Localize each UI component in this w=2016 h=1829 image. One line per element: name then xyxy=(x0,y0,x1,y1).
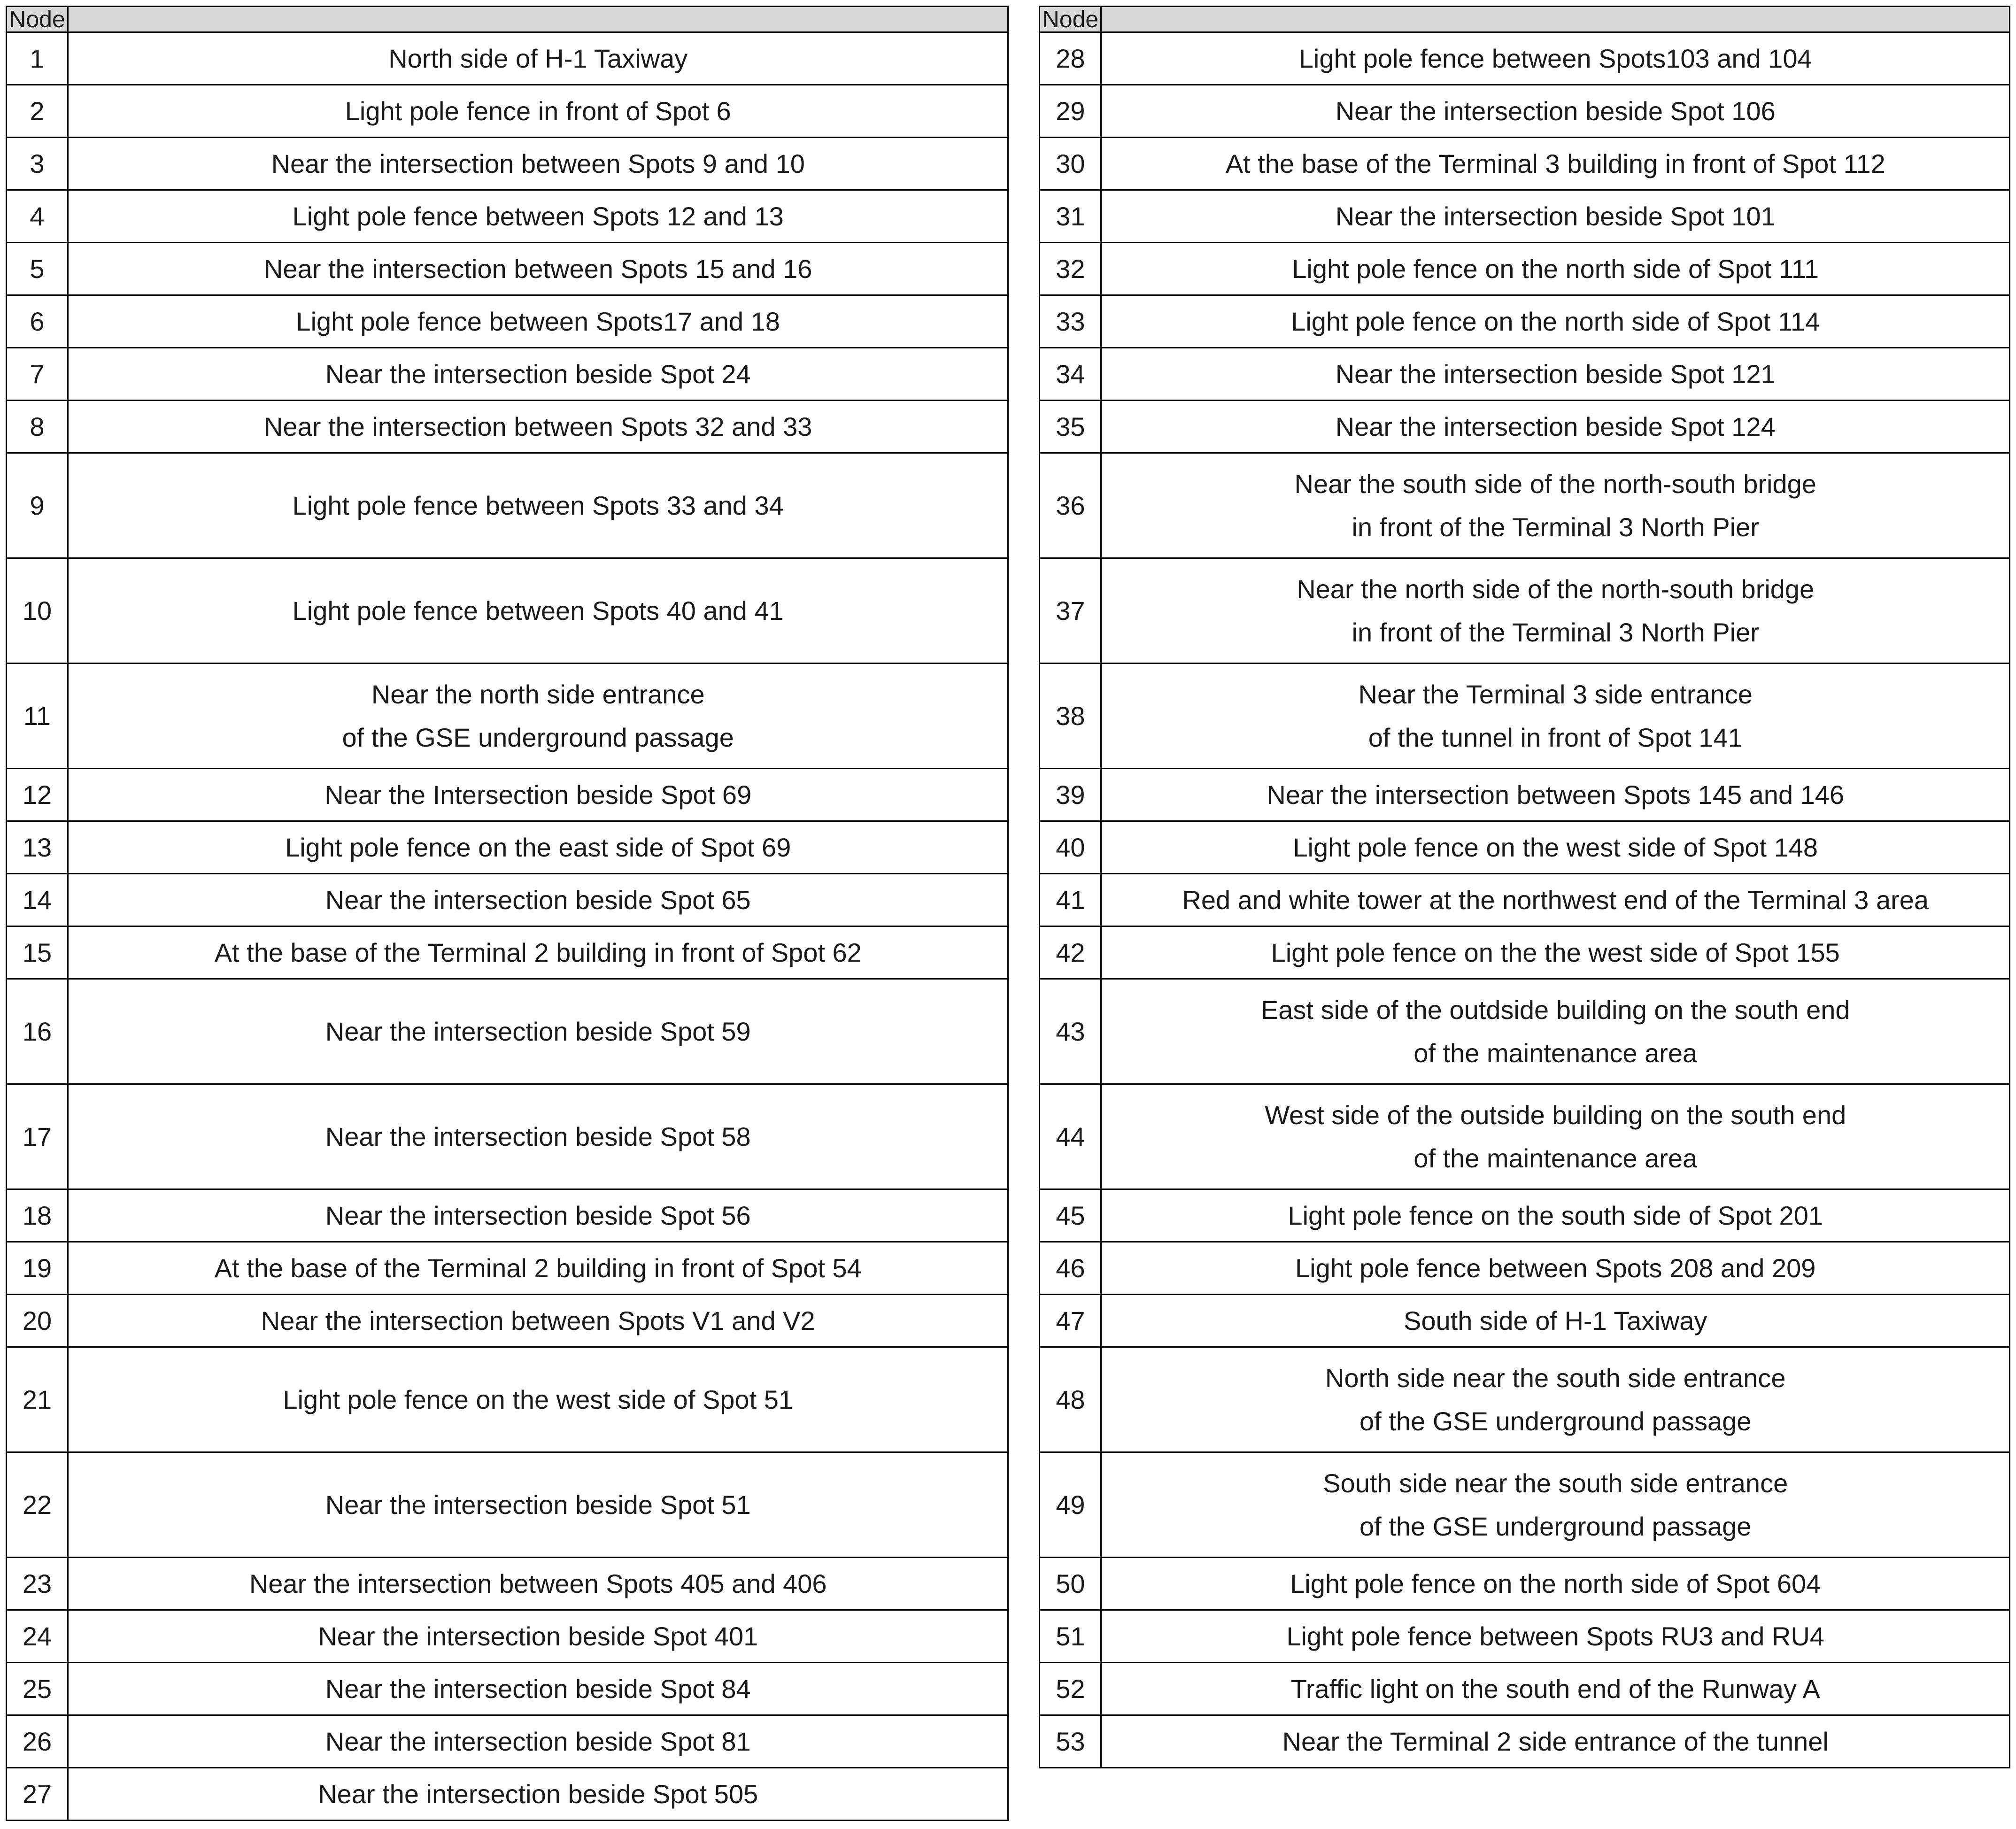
description-line: Near the intersection between Spots 145 and 146 xyxy=(1267,780,1845,810)
node-description xyxy=(1101,821,2010,874)
node-description xyxy=(68,874,1008,926)
description-line: Near the intersection between Spots V1 and V2 xyxy=(261,1306,815,1335)
description-line: Near the intersection beside Spot 51 xyxy=(325,1489,751,1520)
header-row xyxy=(7,7,1008,32)
table-row xyxy=(7,1295,1008,1347)
left-node-table xyxy=(6,6,1009,1821)
node-description xyxy=(1101,348,2010,401)
table-row xyxy=(7,401,1008,453)
table-row xyxy=(7,1347,1008,1452)
table-row xyxy=(1040,926,2010,979)
node-number: 25 xyxy=(7,1663,68,1715)
node-number: 33 xyxy=(1040,295,1101,348)
node-description xyxy=(1101,1663,2010,1715)
node-description xyxy=(1101,401,2010,453)
node-description xyxy=(68,1242,1008,1295)
node-number: 49 xyxy=(1040,1452,1101,1558)
description-line: of the maintenance area xyxy=(1414,1038,1698,1068)
description-line: Light pole fence between Spots 12 and 13 xyxy=(292,201,784,231)
description-line: Near the intersection beside Spot 505 xyxy=(318,1779,758,1809)
node-description xyxy=(68,1347,1008,1452)
table-row xyxy=(1040,32,2010,85)
description-line: Light pole fence on the the west side of Spot 155 xyxy=(1271,938,1840,967)
table-row xyxy=(7,1610,1008,1663)
node-number: 52 xyxy=(1040,1663,1101,1715)
node-description xyxy=(1101,190,2010,243)
node-description xyxy=(1101,979,2010,1084)
table-row xyxy=(7,821,1008,874)
description-line: Red and white tower at the northwest end of the Terminal 3 area xyxy=(1182,885,1929,915)
description-line: Light pole fence on the north side of Spot 114 xyxy=(1291,307,1820,336)
table-row xyxy=(1040,1295,2010,1347)
node-description xyxy=(68,348,1008,401)
node-description xyxy=(1101,1452,2010,1558)
description-line: North side of H-1 Taxiway xyxy=(388,44,688,73)
node-number: 36 xyxy=(1040,453,1101,558)
node-number: 12 xyxy=(7,769,68,821)
description-line: Light pole fence between Spots103 and 104 xyxy=(1298,44,1812,73)
table-row xyxy=(7,32,1008,85)
node-number: 15 xyxy=(7,926,68,979)
table-row xyxy=(7,1663,1008,1715)
table-row xyxy=(1040,1558,2010,1610)
node-number: 38 xyxy=(1040,664,1101,769)
description-line: Near the intersection beside Spot 121 xyxy=(1335,359,1776,389)
table-row xyxy=(1040,190,2010,243)
description-line: Near the intersection beside Spot 24 xyxy=(325,359,751,389)
node-description xyxy=(1101,138,2010,190)
table-row xyxy=(7,1452,1008,1558)
node-number: 3 xyxy=(7,138,68,190)
node-number: 46 xyxy=(1040,1242,1101,1295)
node-column-header: Node xyxy=(7,7,68,32)
description-line: West side of the outside building on the south end xyxy=(1265,1100,1846,1130)
description-line: Traffic light on the south end of the Runway A xyxy=(1290,1674,1820,1704)
table-row xyxy=(1040,874,2010,926)
table-row xyxy=(1040,769,2010,821)
node-description xyxy=(68,32,1008,85)
description-line: Light pole fence on the west side of Spot 51 xyxy=(283,1384,793,1414)
table-row xyxy=(7,190,1008,243)
node-number: 13 xyxy=(7,821,68,874)
table-row xyxy=(1040,243,2010,295)
node-number: 24 xyxy=(7,1610,68,1663)
node-description xyxy=(68,85,1008,138)
node-number: 53 xyxy=(1040,1715,1101,1768)
description-line: South side near the south side entrance xyxy=(1323,1468,1788,1498)
description-line: Light pole fence between Spots17 and 18 xyxy=(296,307,780,336)
table-row xyxy=(7,138,1008,190)
node-description xyxy=(68,979,1008,1084)
node-description xyxy=(1101,1610,2010,1663)
description-line: Near the intersection between Spots 32 and 33 xyxy=(263,412,812,441)
table-row xyxy=(7,1084,1008,1189)
node-description xyxy=(68,453,1008,558)
description-line: Near the intersection beside Spot 59 xyxy=(325,1016,751,1046)
node-description xyxy=(1101,243,2010,295)
description-line: Near the north side of the north-south bridge xyxy=(1297,574,1815,604)
node-number: 47 xyxy=(1040,1295,1101,1347)
description-line: Near the intersection between Spots 405 and 406 xyxy=(249,1569,827,1598)
description-line: of the maintenance area xyxy=(1414,1143,1698,1173)
node-description xyxy=(68,664,1008,769)
description-line: Light pole fence on the north side of Spot 604 xyxy=(1290,1569,1821,1598)
description-line: East side of the outdside building on the south end xyxy=(1260,995,1850,1025)
node-description xyxy=(1101,769,2010,821)
table-row xyxy=(1040,979,2010,1084)
description-line: Near the Terminal 2 side entrance of the tunnel xyxy=(1282,1727,1829,1756)
node-description xyxy=(68,1189,1008,1242)
description-line: Near the intersection beside Spot 124 xyxy=(1335,412,1776,441)
table-row xyxy=(7,664,1008,769)
node-description xyxy=(1101,1189,2010,1242)
node-number: 39 xyxy=(1040,769,1101,821)
node-description xyxy=(1101,1242,2010,1295)
node-description xyxy=(68,1610,1008,1663)
node-number: 27 xyxy=(7,1768,68,1821)
node-number: 9 xyxy=(7,453,68,558)
node-description xyxy=(68,1295,1008,1347)
node-description xyxy=(68,295,1008,348)
table-row xyxy=(7,348,1008,401)
node-description xyxy=(68,138,1008,190)
node-description xyxy=(68,190,1008,243)
description-line: Near the intersection beside Spot 101 xyxy=(1335,201,1776,231)
node-description xyxy=(68,1558,1008,1610)
node-description xyxy=(1101,1558,2010,1610)
description-line: of the GSE underground passage xyxy=(342,722,734,752)
node-description xyxy=(1101,295,2010,348)
table-row xyxy=(1040,85,2010,138)
node-description xyxy=(68,769,1008,821)
description-line: Near the intersection beside Spot 106 xyxy=(1335,96,1776,126)
description-line: At the base of the Terminal 3 building in front of Spot 112 xyxy=(1225,149,1885,178)
node-column-header: Node xyxy=(1040,7,1101,32)
node-number: 14 xyxy=(7,874,68,926)
table-row xyxy=(7,874,1008,926)
table-row xyxy=(7,1715,1008,1768)
node-description xyxy=(1101,926,2010,979)
node-number: 20 xyxy=(7,1295,68,1347)
table-row xyxy=(1040,1610,2010,1663)
table-row xyxy=(7,85,1008,138)
table-row xyxy=(7,1768,1008,1821)
node-description xyxy=(1101,453,2010,558)
node-number: 22 xyxy=(7,1452,68,1558)
description-line: Near the intersection beside Spot 65 xyxy=(325,885,751,915)
node-description xyxy=(68,1084,1008,1189)
table-row xyxy=(7,558,1008,664)
node-description xyxy=(68,1452,1008,1558)
table-row xyxy=(1040,401,2010,453)
table-row xyxy=(1040,138,2010,190)
node-description xyxy=(68,926,1008,979)
node-number: 43 xyxy=(1040,979,1101,1084)
table-row xyxy=(7,926,1008,979)
node-number: 35 xyxy=(1040,401,1101,453)
table-row xyxy=(7,769,1008,821)
node-description xyxy=(68,401,1008,453)
header-row xyxy=(1040,7,2010,32)
node-number: 32 xyxy=(1040,243,1101,295)
node-number: 16 xyxy=(7,979,68,1084)
table-row xyxy=(1040,1242,2010,1295)
table-row xyxy=(7,453,1008,558)
description-line: Near the intersection beside Spot 84 xyxy=(325,1674,751,1704)
node-description xyxy=(1101,1715,2010,1768)
description-column-header xyxy=(1101,7,2010,32)
node-description xyxy=(68,1715,1008,1768)
description-line: Light pole fence between Spots 33 and 34 xyxy=(292,490,784,520)
table-row xyxy=(1040,1663,2010,1715)
description-line: Near the Terminal 3 side entrance xyxy=(1358,679,1753,709)
description-line: North side near the south side entrance xyxy=(1325,1363,1786,1393)
description-line: Light pole fence in front of Spot 6 xyxy=(345,96,731,126)
description-line: Near the intersection between Spots 9 and 10 xyxy=(271,149,805,178)
description-line: Light pole fence on the east side of Spot 69 xyxy=(285,833,791,862)
table-row xyxy=(1040,1084,2010,1189)
node-number: 1 xyxy=(7,32,68,85)
node-description xyxy=(1101,85,2010,138)
table-row xyxy=(7,243,1008,295)
node-description xyxy=(1101,874,2010,926)
description-line: Light pole fence on the west side of Spot 148 xyxy=(1293,833,1818,862)
table-row xyxy=(1040,348,2010,401)
description-line: Near the north side entrance xyxy=(371,679,705,709)
description-line: of the GSE underground passage xyxy=(1359,1511,1752,1541)
node-description xyxy=(68,821,1008,874)
node-description xyxy=(1101,558,2010,664)
description-line: of the GSE underground passage xyxy=(1359,1406,1752,1436)
node-description xyxy=(68,1768,1008,1821)
table-row xyxy=(7,1242,1008,1295)
node-number: 31 xyxy=(1040,190,1101,243)
description-line: of the tunnel in front of Spot 141 xyxy=(1368,722,1743,752)
node-number: 2 xyxy=(7,85,68,138)
node-number: 8 xyxy=(7,401,68,453)
description-line: South side of H-1 Taxiway xyxy=(1404,1306,1707,1335)
description-line: Light pole fence on the north side of Spot 111 xyxy=(1292,254,1819,284)
table-row xyxy=(1040,295,2010,348)
node-number: 42 xyxy=(1040,926,1101,979)
node-description xyxy=(68,243,1008,295)
node-number: 45 xyxy=(1040,1189,1101,1242)
node-number: 37 xyxy=(1040,558,1101,664)
node-number: 51 xyxy=(1040,1610,1101,1663)
description-line: Near the intersection beside Spot 56 xyxy=(325,1201,751,1230)
node-number: 6 xyxy=(7,295,68,348)
node-number: 28 xyxy=(1040,32,1101,85)
node-description xyxy=(68,558,1008,664)
node-number: 29 xyxy=(1040,85,1101,138)
node-number: 19 xyxy=(7,1242,68,1295)
node-description xyxy=(1101,1295,2010,1347)
table-row xyxy=(1040,558,2010,664)
node-number: 11 xyxy=(7,664,68,769)
table-row xyxy=(1040,664,2010,769)
node-number: 21 xyxy=(7,1347,68,1452)
node-description xyxy=(1101,32,2010,85)
node-number: 34 xyxy=(1040,348,1101,401)
node-description xyxy=(1101,1084,2010,1189)
node-number: 50 xyxy=(1040,1558,1101,1610)
description-line: Near the intersection beside Spot 58 xyxy=(325,1121,751,1151)
node-number: 48 xyxy=(1040,1347,1101,1452)
node-number: 26 xyxy=(7,1715,68,1768)
description-line: in front of the Terminal 3 North Pier xyxy=(1352,512,1759,542)
node-description xyxy=(68,1663,1008,1715)
table-row xyxy=(1040,1452,2010,1558)
node-number: 23 xyxy=(7,1558,68,1610)
node-number: 17 xyxy=(7,1084,68,1189)
node-description xyxy=(1101,1347,2010,1452)
table-row xyxy=(7,979,1008,1084)
node-number: 41 xyxy=(1040,874,1101,926)
node-number: 4 xyxy=(7,190,68,243)
description-line: At the base of the Terminal 2 building in front of Spot 54 xyxy=(214,1253,862,1283)
table-row xyxy=(7,1558,1008,1610)
table-row xyxy=(1040,1715,2010,1768)
description-line: Near the intersection beside Spot 401 xyxy=(318,1621,758,1651)
node-number: 7 xyxy=(7,348,68,401)
description-line: Light pole fence between Spots RU3 and RU4 xyxy=(1286,1621,1825,1651)
node-number: 5 xyxy=(7,243,68,295)
node-number: 18 xyxy=(7,1189,68,1242)
description-line: Near the intersection beside Spot 81 xyxy=(325,1727,751,1756)
right-node-table xyxy=(1039,6,2010,1768)
description-line: Light pole fence between Spots 208 and 209 xyxy=(1295,1253,1816,1283)
node-number: 30 xyxy=(1040,138,1101,190)
description-line: At the base of the Terminal 2 building in front of Spot 62 xyxy=(214,938,862,967)
table-row xyxy=(7,295,1008,348)
node-number: 44 xyxy=(1040,1084,1101,1189)
table-row xyxy=(7,1189,1008,1242)
node-description xyxy=(1101,664,2010,769)
node-number: 10 xyxy=(7,558,68,664)
table-row xyxy=(1040,1189,2010,1242)
description-column-header xyxy=(68,7,1008,32)
description-line: Near the south side of the north-south bridge xyxy=(1294,469,1816,499)
table-row xyxy=(1040,1347,2010,1452)
description-line: in front of the Terminal 3 North Pier xyxy=(1352,617,1759,647)
description-line: Light pole fence between Spots 40 and 41 xyxy=(292,595,784,625)
description-line: Near the Intersection beside Spot 69 xyxy=(324,780,752,810)
node-number: 40 xyxy=(1040,821,1101,874)
table-row xyxy=(1040,453,2010,558)
description-line: Near the intersection between Spots 15 and 16 xyxy=(263,254,812,284)
table-row xyxy=(1040,821,2010,874)
description-line: Light pole fence on the south side of Spot 201 xyxy=(1288,1201,1823,1230)
